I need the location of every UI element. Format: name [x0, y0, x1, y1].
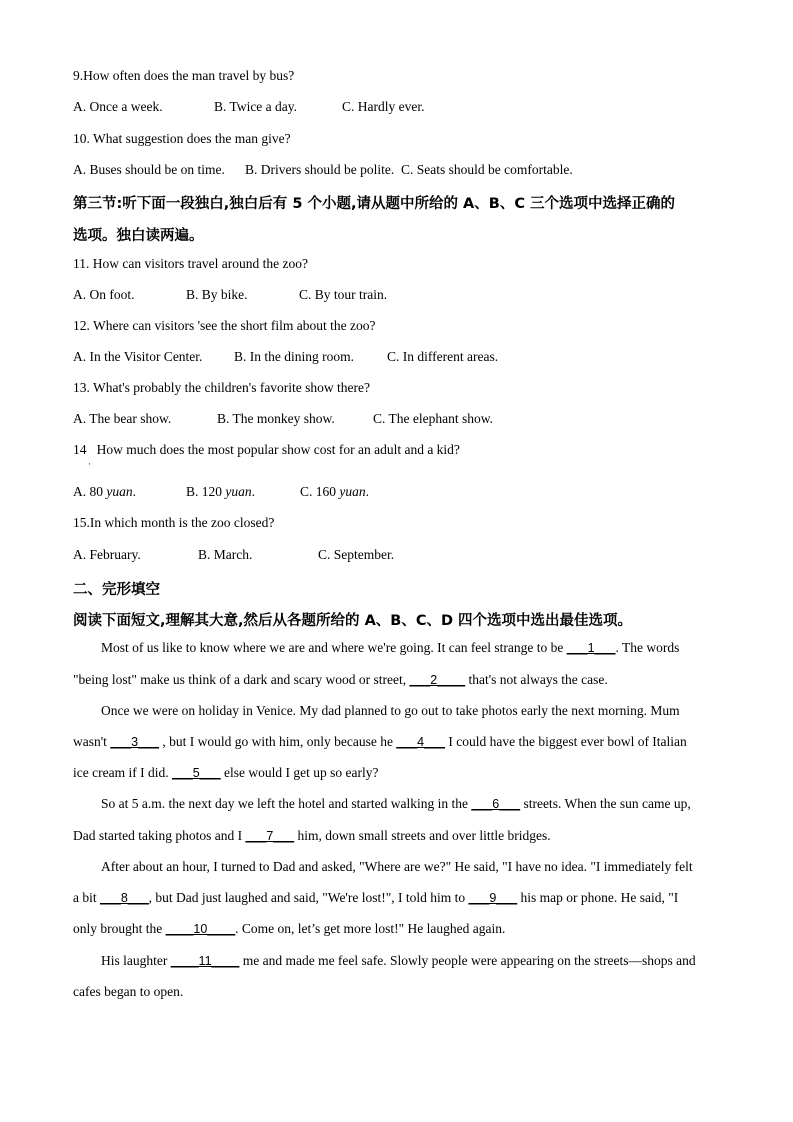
blank-10[interactable]: ____10____ [165, 922, 236, 936]
blank-6[interactable]: ___6___ [471, 797, 521, 811]
passage-line: After about an hour, I turned to Dad and asked, "Where are we?" He said, "I have no idea. "I immediately felt [101, 859, 693, 874]
q15-option-c: C. September. [318, 547, 395, 562]
q10-option-b: B. Drivers should be polite. [245, 162, 395, 177]
passage-line: Dad started taking photos and I ___7___ him, down small streets and over little bridges. [73, 828, 551, 843]
q9-option-c: C. Hardly ever. [342, 99, 425, 114]
q10-option-c: C. Seats should be comfortable. [401, 162, 573, 177]
passage-line: wasn't ___3___ , but I would go with him, only because he ___4___ I could have the biggest ever bowl of Italian [73, 734, 687, 749]
q10-option-a: A. Buses should be on time. [73, 162, 225, 177]
q11-option-c: C. By tour train. [299, 287, 388, 302]
part2-instruction: 阅读下面短文,理解其大意,然后从各题所给的 A、B、C、D 四个选项中选出最佳选项。 [73, 613, 633, 629]
q15-option-b: B. March. [198, 547, 253, 562]
question-15: 15.In which month is the zoo closed? [73, 515, 275, 530]
q13-option-c: C. The elephant show. [373, 411, 493, 426]
section3-heading-cont: 选项。独白读两遍。 [73, 228, 204, 244]
question-10: 10. What suggestion does the man give? [73, 131, 291, 146]
q12-option-c: C. In different areas. [387, 349, 499, 364]
q9-option-a: A. Once a week. [73, 99, 163, 114]
q13-option-b: B. The monkey show. [217, 411, 335, 426]
blank-8[interactable]: ___8___ [100, 891, 149, 905]
question-13: 13. What's probably the children's favorite show there? [73, 380, 371, 395]
passage-line: Once we were on holiday in Venice. My dad planned to go out to take photos early the next morning. Mum [101, 703, 680, 718]
question-14: 14 How much does the most popular show cost for an adult and a kid? [73, 442, 460, 457]
q11-option-b: B. By bike. [186, 287, 248, 302]
q14-option-c: C. 160 yuan. [300, 484, 370, 499]
passage-line: a bit ___8___, but Dad just laughed and said, "We're lost!", I told him to ___9___ his map or phone. He said, "I [73, 890, 679, 905]
passage-line: "being lost" make us think of a dark and scary wood or street, ___2____ that's not always the case. [73, 672, 608, 687]
question-12: 12. Where can visitors 'see the short film about the zoo? [73, 318, 376, 333]
q11-option-a: A. On foot. [73, 287, 135, 302]
passage-line: His laughter ____11____ me and made me feel safe. Slowly people were appearing on the streets—shops and [101, 953, 696, 968]
blank-4[interactable]: ___4___ [396, 735, 445, 749]
blank-2[interactable]: ___2____ [409, 673, 466, 687]
passage-line: only brought the ____10____. Come on, let’s get more lost!" He laughed again. [73, 921, 506, 936]
section3-heading: 第三节:听下面一段独白,独白后有 5 个小题,请从题中所给的 A、B、C 三个选项中选择正确的 [73, 196, 676, 212]
passage-line: Most of us like to know where we are and where we're going. It can feel strange to be ___1___. The words [101, 640, 680, 655]
blank-9[interactable]: ___9___ [468, 891, 518, 905]
blank-7[interactable]: ___7___ [245, 829, 295, 843]
part2-title: 二、完形填空 [73, 582, 160, 598]
q9-option-b: B. Twice a day. [214, 99, 298, 114]
blank-3[interactable]: ___3___ [110, 735, 159, 749]
q12-option-b: B. In the dining room. [234, 349, 354, 364]
stray-dot: · [88, 459, 91, 469]
q14-option-b: B. 120 yuan. [186, 484, 256, 499]
blank-1[interactable]: ___1___ [566, 641, 616, 655]
passage-line: cafes began to open. [73, 984, 184, 999]
q15-option-a: A. February. [73, 547, 141, 562]
passage-line: ice cream if I did. ___5___ else would I get up so early? [73, 765, 379, 780]
passage-line: So at 5 a.m. the next day we left the hotel and started walking in the ___6___ streets. When the sun came up, [101, 796, 691, 811]
blank-11[interactable]: ____11____ [170, 954, 240, 968]
q13-option-a: A. The bear show. [73, 411, 172, 426]
q12-option-a: A. In the Visitor Center. [73, 349, 203, 364]
blank-5[interactable]: ___5___ [171, 766, 221, 780]
question-9: 9.How often does the man travel by bus? [73, 68, 295, 83]
q14-option-a: A. 80 yuan. [73, 484, 136, 499]
question-11: 11. How can visitors travel around the zoo? [73, 256, 308, 271]
